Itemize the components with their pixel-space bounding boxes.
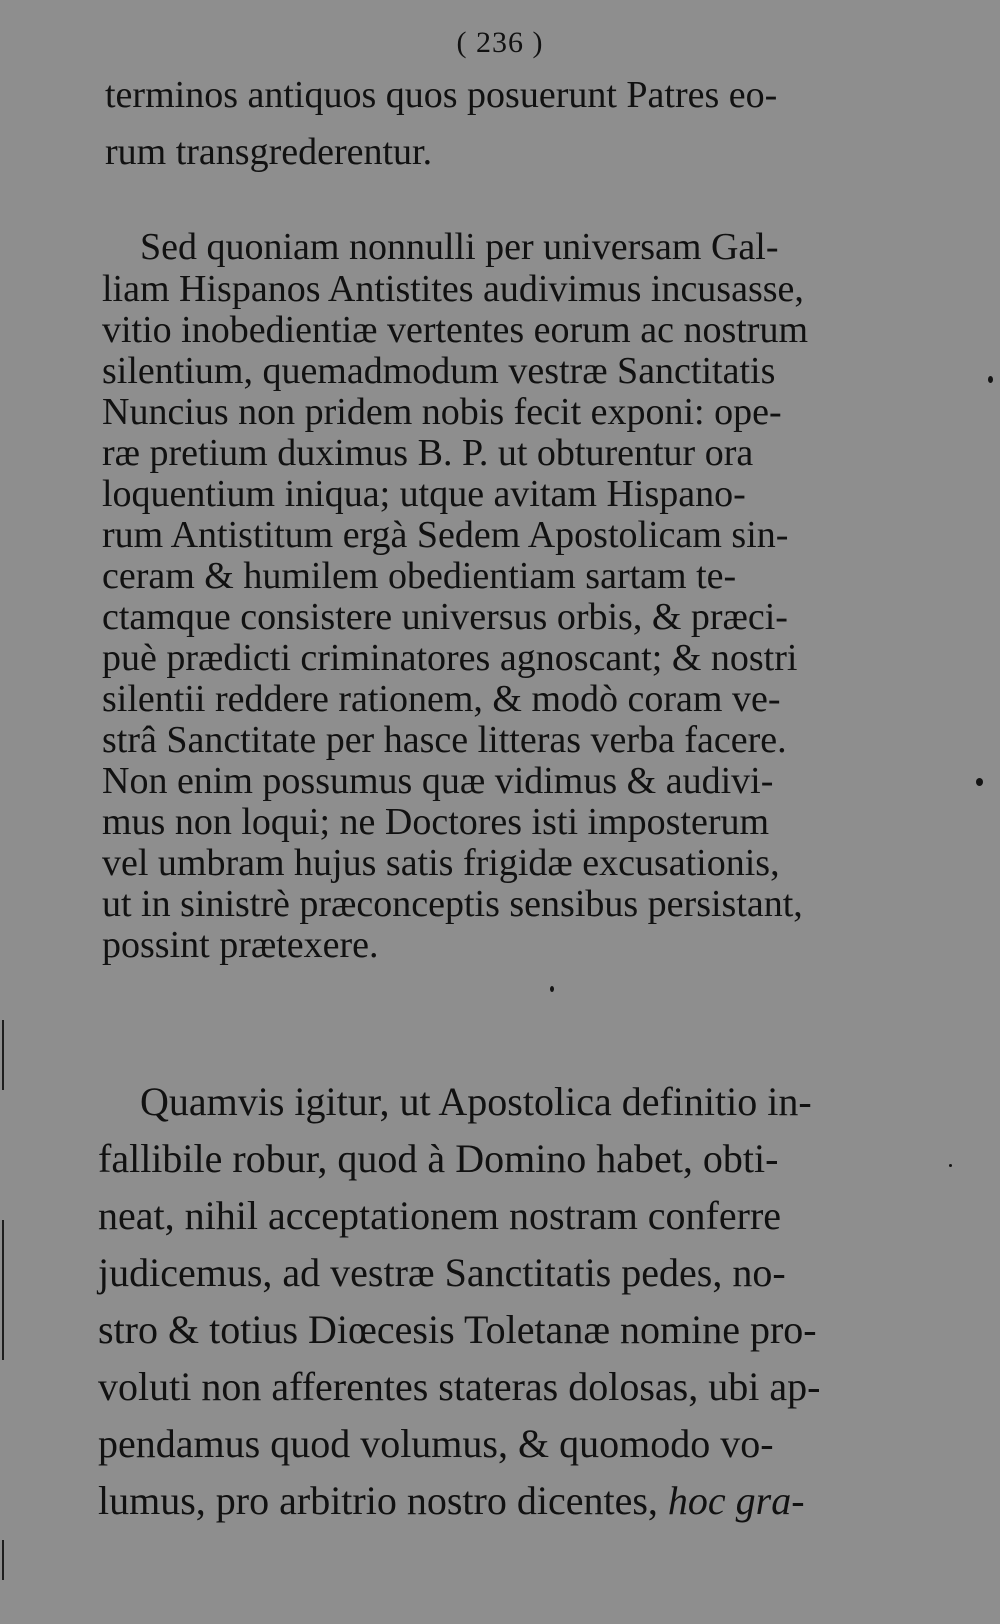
text-line [98, 1307, 817, 1352]
scan-speck [550, 986, 554, 992]
scan-speck [988, 376, 993, 383]
text-line [102, 680, 781, 718]
text-line-content: silentii reddere rationem, & modò coram ve- [102, 678, 781, 720]
text-line [102, 885, 803, 923]
text-line [105, 133, 432, 171]
text-line [102, 762, 773, 800]
text-line [102, 598, 788, 636]
text-line [102, 516, 788, 554]
text-line-content: Sed quoniam nonnulli per universam Gal- [140, 226, 779, 268]
text-line-content: rum transgrederentur. [105, 131, 433, 173]
text-line-content: ceram & humilem obedientiam sartam te- [102, 555, 737, 597]
scan-speck [949, 1164, 952, 1167]
text-line-content: vitio inobedientiæ vertentes eorum ac nostrum [102, 309, 809, 351]
scan-edge-mark [2, 1020, 4, 1090]
text-line-content: fallibile robur, quod à Domino habet, obti- [98, 1136, 779, 1181]
text-line [102, 926, 379, 964]
text-line-content: stro & totius Diœcesis Toletanæ nomine pro- [98, 1307, 817, 1352]
text-line-content: neat, nihil acceptationem nostram conferre [98, 1193, 782, 1238]
text-line [105, 76, 860, 114]
text-line-content: terminos antiquos quos posuerunt Patres eo- [105, 74, 778, 116]
text-line [102, 393, 782, 431]
text-line [102, 270, 804, 308]
text-line-content: mus non loqui; ne Doctores isti imposterum [102, 801, 770, 843]
text-line-content: lumus, pro arbitrio nostro dicentes, [98, 1478, 658, 1523]
text-line-content: rum Antistitum ergà Sedem Apostolicam sin- [102, 514, 789, 556]
text-line [98, 1364, 821, 1409]
text-line-content: ctamque consistere universus orbis, & præci- [102, 596, 788, 638]
text-line-content: voluti non afferentes stateras dolosas, ubi ap- [98, 1364, 821, 1409]
italic-catchword: hoc gra- [667, 1478, 805, 1523]
text-line [102, 311, 808, 349]
text-line-content: liam Hispanos Antistites audivimus incusasse, [102, 268, 804, 310]
text-line-content: strâ Sanctitate per hasce litteras verba facere. [102, 719, 787, 761]
text-line-content: Nuncius non pridem nobis fecit exponi: ope- [102, 391, 782, 433]
text-line [98, 1250, 786, 1295]
text-line [98, 1421, 774, 1466]
text-line [102, 721, 787, 759]
text-line-content: ræ pretium duximus B. P. ut obturentur ora [102, 432, 754, 474]
text-line [102, 803, 769, 841]
scan-edge-mark [2, 1220, 4, 1360]
text-line [98, 1193, 782, 1238]
text-line [98, 1136, 779, 1181]
text-line [102, 844, 780, 882]
scan-speck [976, 778, 983, 786]
text-line-content: puè prædicti criminatores agnoscant; & nostri [102, 637, 798, 679]
text-line-content: vel umbram hujus satis frigidæ excusationis, [102, 842, 780, 884]
text-line-content: pendamus quod volumus, & quomodo vo- [98, 1421, 774, 1466]
text-line-content: judicemus, ad vestræ Sanctitatis pedes, no- [98, 1250, 786, 1295]
page-number: ( 236 ) [456, 26, 544, 59]
text-line [140, 228, 779, 266]
text-line [102, 557, 736, 595]
text-line-content: possint prætexere. [102, 924, 379, 966]
text-line [140, 1079, 812, 1124]
text-line [102, 639, 797, 677]
text-line-content: ut in sinistrè præconceptis sensibus persistant, [102, 883, 803, 925]
text-line [102, 434, 753, 472]
text-line [98, 1478, 805, 1523]
text-line [102, 352, 775, 390]
text-line [102, 475, 746, 513]
text-line-content: Non enim possumus quæ vidimus & audivi- [102, 760, 774, 802]
scan-edge-mark [2, 1540, 4, 1580]
text-line-content: silentium, quemadmodum vestræ Sanctitatis [102, 350, 776, 392]
text-line-content: loquentium iniqua; utque avitam Hispano- [102, 473, 746, 515]
text-line-content: Quamvis igitur, ut Apostolica definitio in- [140, 1079, 812, 1124]
